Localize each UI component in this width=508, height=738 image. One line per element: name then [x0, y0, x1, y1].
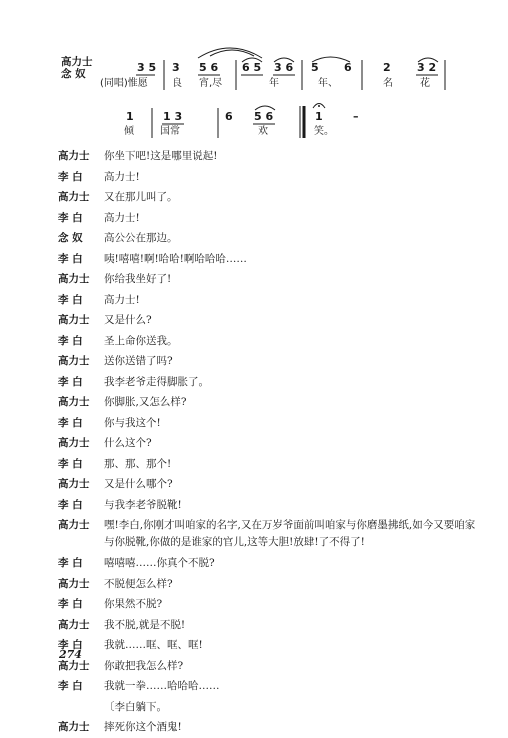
speaker: 高力士: [58, 150, 90, 162]
note: 3 2: [417, 61, 437, 74]
score-line-1-lyrics: [100, 76, 430, 89]
dialogue-line: [58, 717, 478, 738]
speaker: 李 白: [58, 639, 83, 651]
dialogue-line: [58, 372, 478, 393]
speaker: 李 白: [58, 375, 83, 388]
note: 5 6: [254, 110, 274, 123]
line-text: 高力士!: [104, 293, 140, 306]
lyric: 名: [383, 78, 393, 89]
dialogue-line: [58, 454, 478, 475]
line-text: 嘿!李白,你刚才叫咱家的名字,又在万岁爷面前叫咱家与你磨墨拂纸,如今又要咱家与你脱靴,你做的是谁家的官儿,这等大胆!放肆!了不得了!: [104, 519, 476, 548]
speaker: 高力士: [58, 618, 90, 631]
speaker: 高力士: [58, 519, 90, 531]
note: 5: [311, 61, 319, 74]
score-line-1-notes: [137, 61, 436, 74]
lyric: 国常: [160, 126, 180, 137]
line-text: 我李老爷走得脚胀了。: [104, 375, 209, 388]
speaker: 高力士: [58, 355, 90, 367]
line-text: 你给我坐好了!: [104, 273, 172, 285]
dialogue-line: [58, 574, 478, 595]
line-text: 我就……哐、哐、哐!: [104, 639, 203, 651]
dialogue-line: [58, 515, 478, 553]
note: 6: [344, 61, 352, 74]
speaker: 高力士: [58, 396, 90, 408]
line-text: 又在那儿叫了。: [104, 191, 178, 203]
line-text: 嘻嘻嘻……你真个不脱?: [104, 557, 215, 569]
speaker: 高力士: [58, 577, 90, 590]
line-text: 送你送错了吗?: [104, 355, 173, 367]
dialogue-line: [58, 146, 478, 167]
line-text: 你脚胀,又怎么样?: [104, 396, 187, 408]
dialogue-line: [58, 495, 478, 516]
speaker: 李 白: [58, 211, 83, 224]
score-marks-2: [162, 104, 325, 125]
speaker: 念 奴: [58, 232, 83, 244]
line-text: 什么这个?: [104, 437, 152, 449]
dialogue-line: [58, 228, 478, 249]
line-text: 高力士!: [104, 170, 140, 183]
line-text: 你果然不脱?: [104, 598, 163, 610]
dialogue-line: [58, 656, 478, 677]
stage-direction: 〔李白躺下。: [104, 700, 167, 713]
line-text: 我就一拳……哈哈哈……: [104, 680, 220, 692]
fermata-dot: [318, 105, 320, 107]
dialogue-line: [58, 594, 478, 615]
lyric: 宵,尽: [199, 78, 223, 89]
speaker: 李 白: [58, 557, 83, 569]
line-text: 又是什么哪个?: [104, 478, 173, 490]
dialogue-line: [58, 310, 478, 331]
dialogue-line: [58, 474, 478, 495]
dialogue-line: [58, 635, 478, 656]
score-speaker: 高力士: [61, 56, 93, 68]
dialogue: [58, 146, 478, 738]
line-text: 你坐下吧!这是哪里说起!: [104, 150, 218, 162]
note: 1 3: [163, 110, 183, 123]
dialogue-line: [58, 615, 478, 636]
score-speaker: 念 奴: [61, 68, 86, 80]
dialogue-line: [58, 351, 478, 372]
note: 5 6: [199, 61, 219, 74]
note: 6 5: [242, 61, 262, 74]
note: 3: [172, 61, 180, 74]
note: 3 6: [274, 61, 294, 74]
lyric: 年、: [318, 78, 338, 89]
line-text: 与我李老爷脱靴!: [104, 498, 182, 511]
line-text: 摔死你这个酒鬼!: [104, 721, 182, 733]
line-text: 那、那、那个!: [104, 457, 172, 470]
note: 1: [315, 110, 323, 123]
line-text: 又是什么?: [104, 314, 152, 326]
dialogue-line: [58, 413, 478, 434]
dialogue-line: [58, 269, 478, 290]
dialogue-line: [58, 249, 478, 270]
speaker: 李 白: [58, 680, 83, 692]
lyric: 花: [420, 78, 430, 89]
dialogue-line: [58, 187, 478, 208]
speaker: 高力士: [58, 437, 90, 449]
lyric: (同唱)惟愿: [100, 78, 148, 89]
lyric: 倾: [124, 126, 134, 137]
line-text: 高公公在那边。: [104, 232, 178, 244]
speaker: 李 白: [58, 416, 83, 429]
page-number: 274: [59, 648, 82, 661]
dialogue-line: [58, 331, 478, 352]
speaker: 李 白: [58, 457, 83, 470]
line-text: 不脱便怎么样?: [104, 577, 173, 590]
speaker: 高力士: [58, 721, 90, 733]
speaker: 高力士: [58, 191, 90, 203]
lyric: 欢: [258, 126, 268, 137]
note: 2: [383, 61, 391, 74]
lyric: 笑。: [314, 126, 334, 137]
dialogue-line: [58, 553, 478, 574]
line-text: 咦!嘻嘻!啊!哈哈!啊哈哈哈……: [104, 252, 247, 265]
speaker: 高力士: [58, 659, 90, 672]
speaker: 高力士: [58, 314, 90, 326]
score-barlines: [152, 60, 445, 138]
dialogue-line: [58, 392, 478, 413]
line-text: 高力士!: [104, 211, 140, 224]
line-text: 你敢把我怎么样?: [104, 659, 184, 672]
speaker: 李 白: [58, 334, 83, 347]
line-text: 我不脱,就是不脱!: [104, 618, 186, 631]
speaker: 李 白: [58, 498, 83, 511]
line-text: 你与我这个!: [104, 416, 161, 429]
music-score: [0, 0, 508, 150]
dialogue-line: [58, 433, 478, 454]
dialogue-line: [58, 167, 478, 188]
speaker: 李 白: [58, 252, 83, 265]
note: 3 5: [137, 61, 157, 74]
lyric: 年: [269, 78, 279, 89]
speaker: 高力士: [58, 478, 90, 490]
lyric: 良: [172, 78, 182, 89]
speaker: 李 白: [58, 598, 83, 610]
dialogue-line: [58, 290, 478, 311]
speaker: 李 白: [58, 170, 83, 183]
score-line-2-notes: [126, 110, 359, 123]
dialogue-line: [58, 208, 478, 229]
speaker: 高力士: [58, 273, 90, 285]
note: 1: [126, 110, 134, 123]
dialogue-line: [58, 676, 478, 697]
note: 6: [225, 110, 233, 123]
note: –: [353, 110, 359, 123]
line-text: 圣上命你送我。: [104, 334, 178, 347]
speaker: 李 白: [58, 293, 83, 306]
